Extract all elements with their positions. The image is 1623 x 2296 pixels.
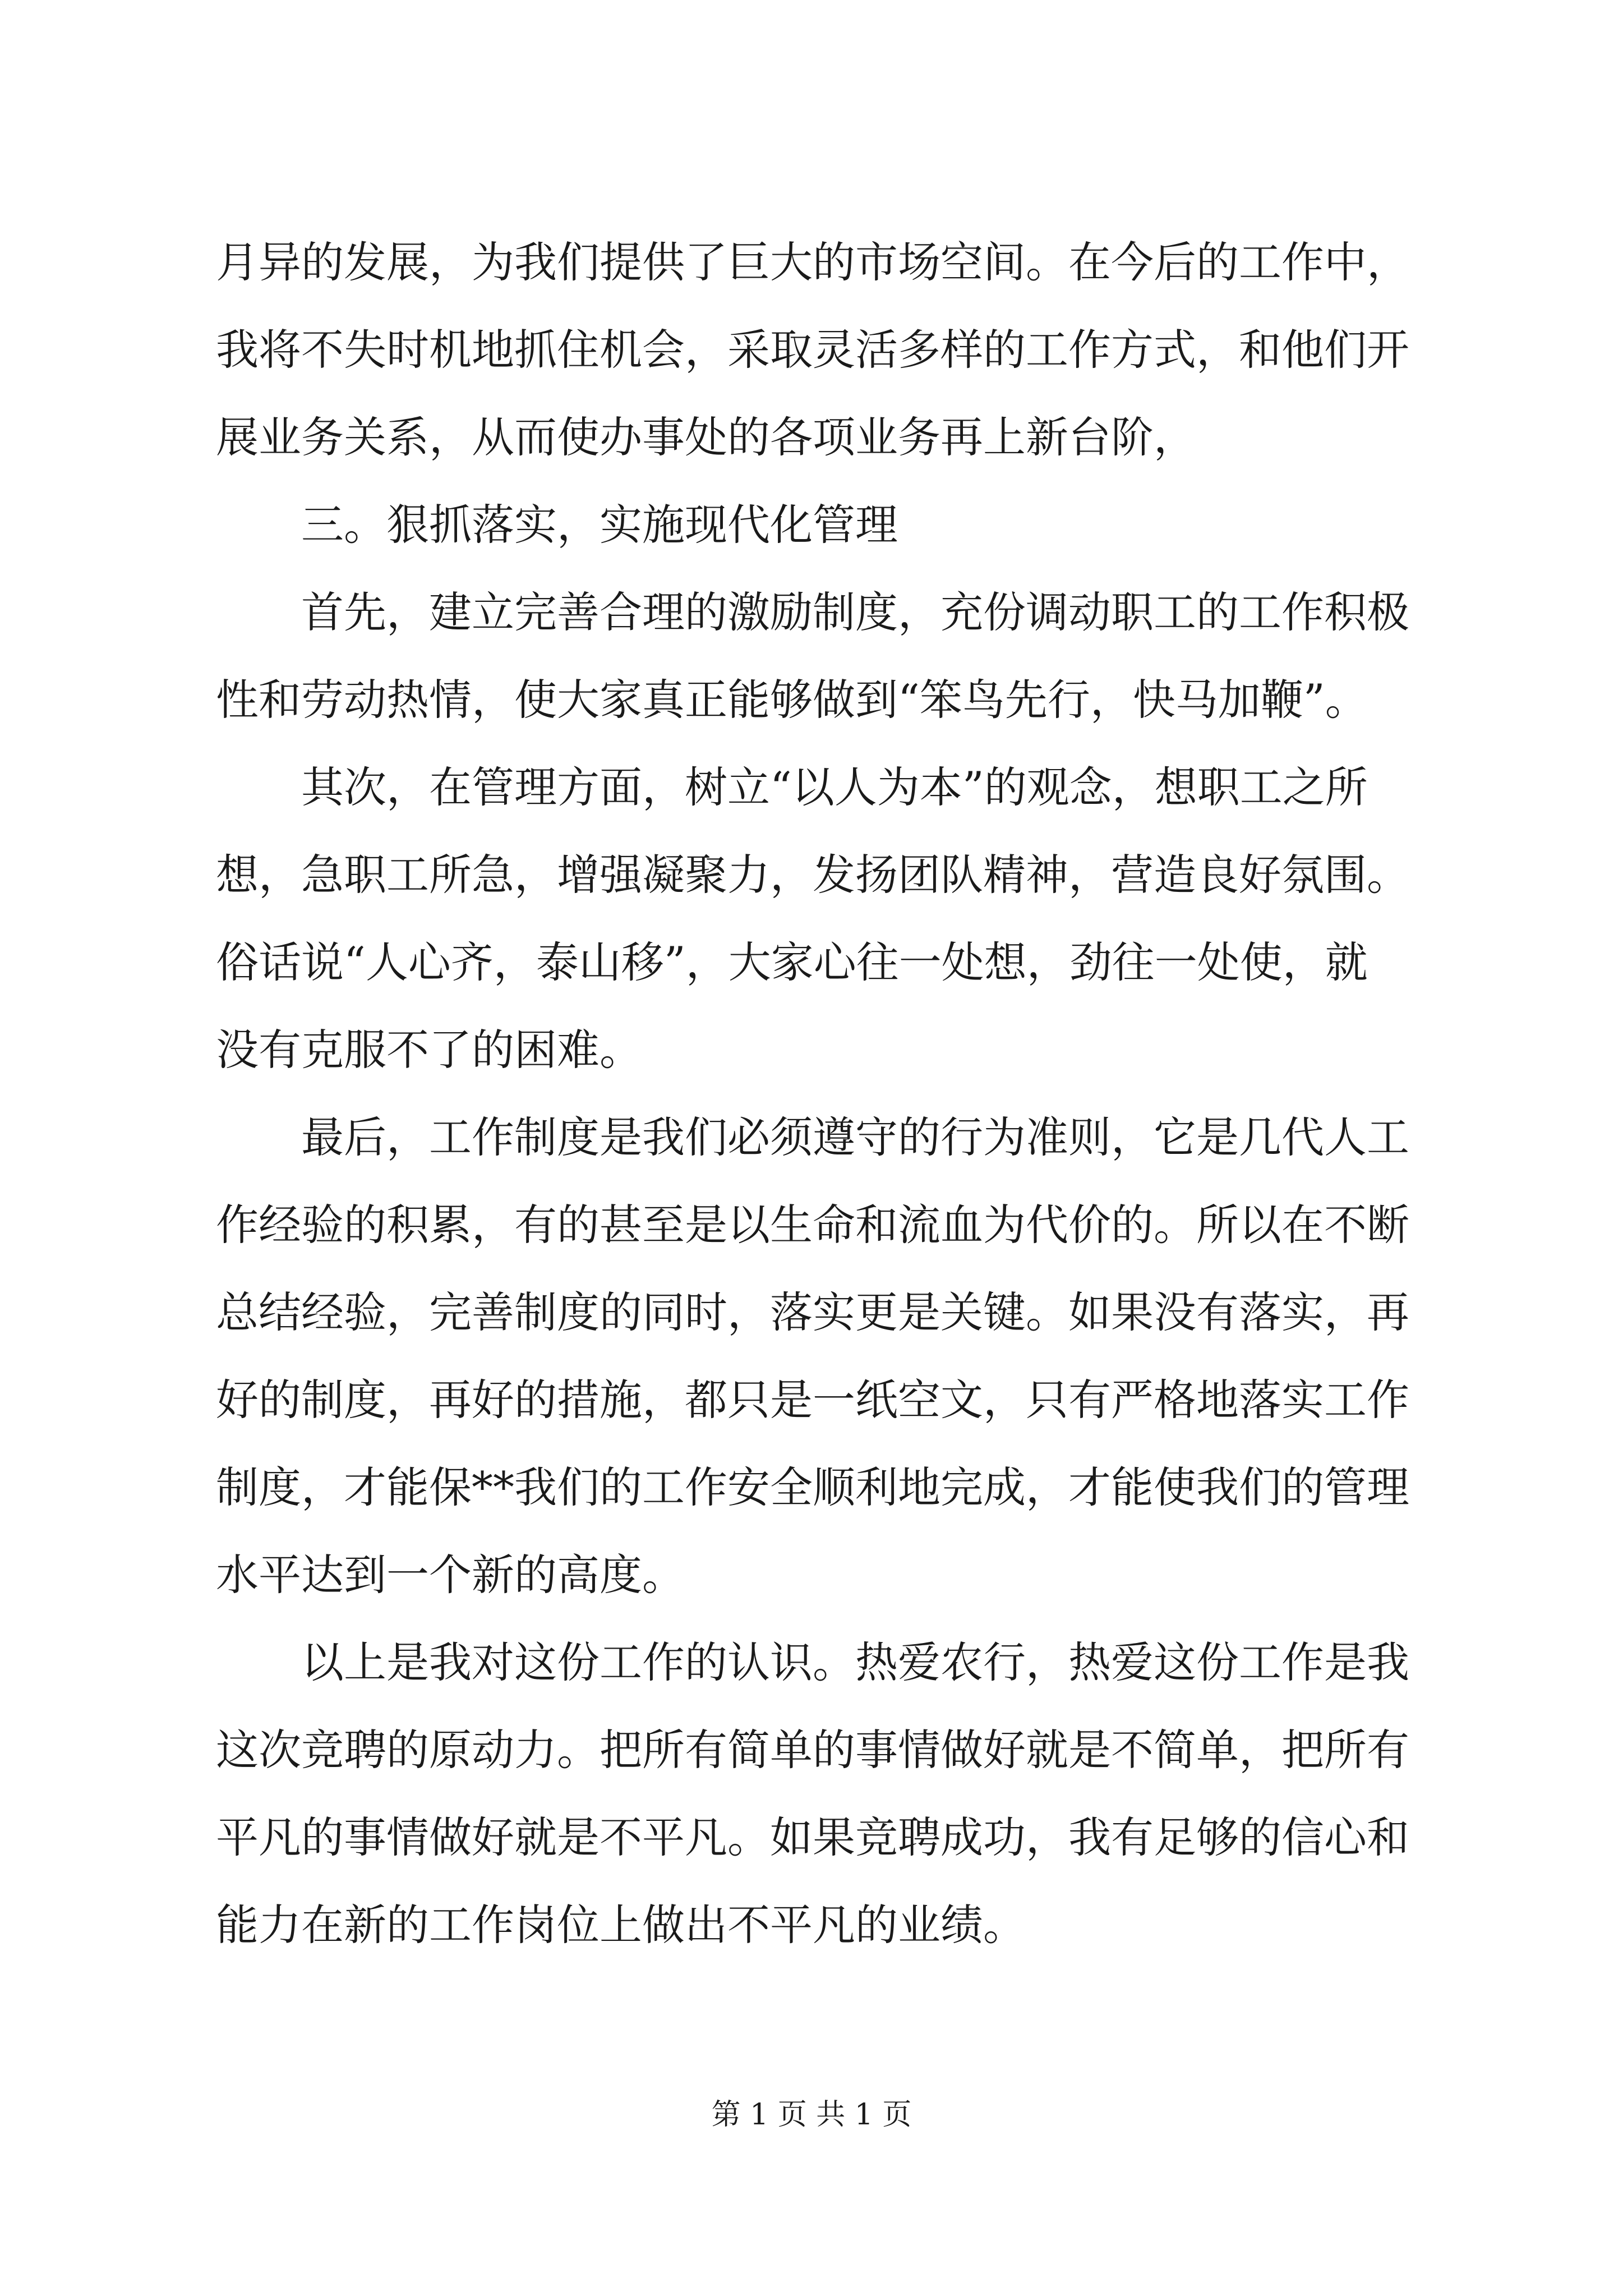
body-line: 没有克服不了的困难。 xyxy=(216,1025,642,1075)
body-line: 最后，工作制度是我们必须遵守的行为准则，它是几代人工 xyxy=(301,1112,1409,1162)
body-line: 总结经验，完善制度的同时，落实更是关键。如果没有落实，再 xyxy=(216,1287,1409,1337)
body-line: 能力在新的工作岗位上做出不平凡的业绩。 xyxy=(216,1900,1026,1950)
page-footer xyxy=(0,2097,1623,2133)
body-line: 平凡的事情做好就是不平凡。如果竞聘成功，我有足够的信心和 xyxy=(216,1812,1409,1862)
body-line: 这次竞聘的原动力。把所有简单的事情做好就是不简单，把所有 xyxy=(216,1725,1409,1775)
body-line: 首先，建立完善合理的激励制度，充份调动职工的工作积极 xyxy=(301,587,1409,637)
body-line: 俗话说“人心齐，泰山移”，大家心往一处想，劲往一处使，就 xyxy=(216,937,1368,987)
body-line: 性和劳动热情，使大家真正能够做到“笨鸟先行，快马加鞭”。 xyxy=(216,675,1368,725)
body-line: 作经验的积累，有的甚至是以生命和流血为代价的。所以在不断 xyxy=(216,1200,1409,1250)
body-line: 月异的发展，为我们提供了巨大的市场空间。在今后的工作中， xyxy=(216,237,1409,287)
body-line: 其次，在管理方面，树立“以人为本”的观念，想职工之所 xyxy=(301,762,1368,812)
document-body xyxy=(216,219,1422,1969)
body-line: 制度，才能保**我们的工作安全顺利地完成，才能使我们的管理 xyxy=(216,1462,1409,1512)
body-line: 以上是我对这份工作的认识。热爱农行，热爱这份工作是我 xyxy=(301,1637,1409,1687)
body-line: 我将不失时机地抓住机会，采取灵活多样的工作方式，和他们开 xyxy=(216,325,1409,375)
page-number: 第 1 页 共 1 页 xyxy=(711,2098,912,2132)
body-line: 想，急职工所急，增强凝聚力，发扬团队精神，营造良好氛围。 xyxy=(216,850,1409,900)
body-line: 展业务关系，从而使办事处的各项业务再上新台阶， xyxy=(216,412,1196,462)
body-line: 好的制度，再好的措施，都只是一纸空文，只有严格地落实工作 xyxy=(216,1375,1409,1425)
section-heading: 三。狠抓落实，实施现代化管理 xyxy=(301,500,898,550)
body-line: 水平达到一个新的高度。 xyxy=(216,1550,685,1600)
